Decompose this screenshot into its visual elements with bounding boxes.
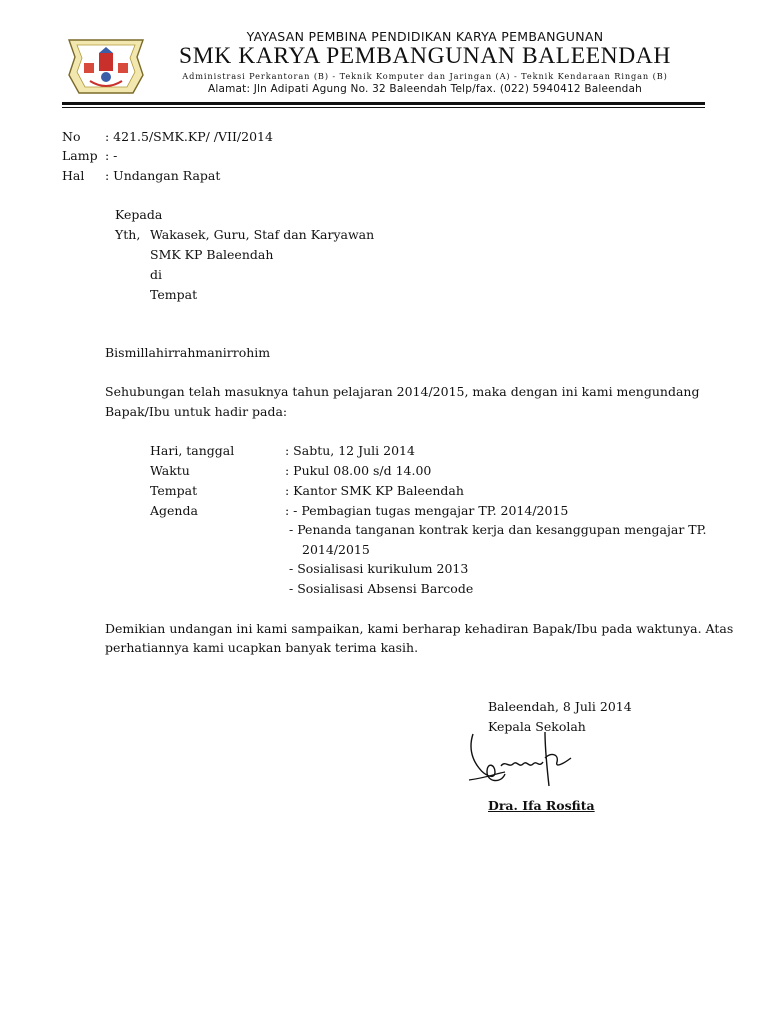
agenda-item: 2014/2015 [302,542,370,557]
recipient-kepada: Kepada [115,207,163,222]
detail-label: Waktu [150,463,190,478]
recipient-yth: Yth, [115,227,141,242]
agenda-item: - Penanda tanganan kontrak kerja dan kesanggupan mengajar TP. [289,522,707,537]
greeting: Bismillahirrahmanirrohim [105,345,271,360]
lamp-value: : - [105,148,118,163]
signatory-name: Dra. Ifa Rosfita [488,798,595,813]
letterhead-divider [62,102,705,105]
handwritten-signature-icon [465,728,575,790]
closing-line1: Demikian undangan ini kami sampaikan, kami berharap kehadiran Bapak/Ibu pada waktunya. Atas [105,621,734,636]
hal-label: Hal [62,168,85,183]
intro-line2: Bapak/Ibu untuk hadir pada: [105,404,288,419]
signature-position: Kepala Sekolah [488,719,586,734]
detail-label: Hari, tanggal [150,443,235,458]
recipient-line4: Tempat [150,287,198,302]
no-label: No [62,129,81,144]
agenda-item: - Sosialisasi Absensi Barcode [289,581,474,596]
lamp-label: Lamp [62,148,98,163]
detail-value: : Kantor SMK KP Baleendah [285,483,464,498]
detail-label: Tempat [150,483,198,498]
intro-line1: Sehubungan telah masuknya tahun pelajaran 2014/2015, maka dengan ini kami mengundang [105,384,700,399]
no-value: : 421.5/SMK.KP/ /VII/2014 [105,129,273,144]
agenda-item: - Sosialisasi kurikulum 2013 [289,561,469,576]
detail-label: Agenda [150,503,198,518]
recipient-line2: SMK KP Baleendah [150,247,274,262]
closing-line2: perhatiannya kami ucapkan banyak terima kasih. [105,640,419,655]
foundation-name: YAYASAN PEMBINA PENDIDIKAN KARYA PEMBANGUNAN [246,29,604,44]
letterhead-divider-thin [62,107,705,108]
detail-value: : Pukul 08.00 s/d 14.00 [285,463,432,478]
detail-value: : Sabtu, 12 Juli 2014 [285,443,415,458]
school-programs: Administrasi Perkantoran (B) - Teknik Komputer dan Jaringan (A) - Teknik Kendaraan Ringan (B) [182,71,668,81]
signature-place-date: Baleendah, 8 Juli 2014 [488,699,632,714]
hal-value: : Undangan Rapat [105,168,221,183]
recipient-line1: Wakasek, Guru, Staf dan Karyawan [150,227,375,242]
recipient-line3: di [150,267,162,282]
school-emblem-icon [67,37,145,95]
school-address: Alamat: Jln Adipati Agung No. 32 Baleendah Telp/fax. (022) 5940412 Baleendah [207,83,643,95]
school-name: SMK KARYA PEMBANGUNAN BALEENDAH [179,43,671,69]
detail-value: : - Pembagian tugas mengajar TP. 2014/2015 [285,503,569,518]
